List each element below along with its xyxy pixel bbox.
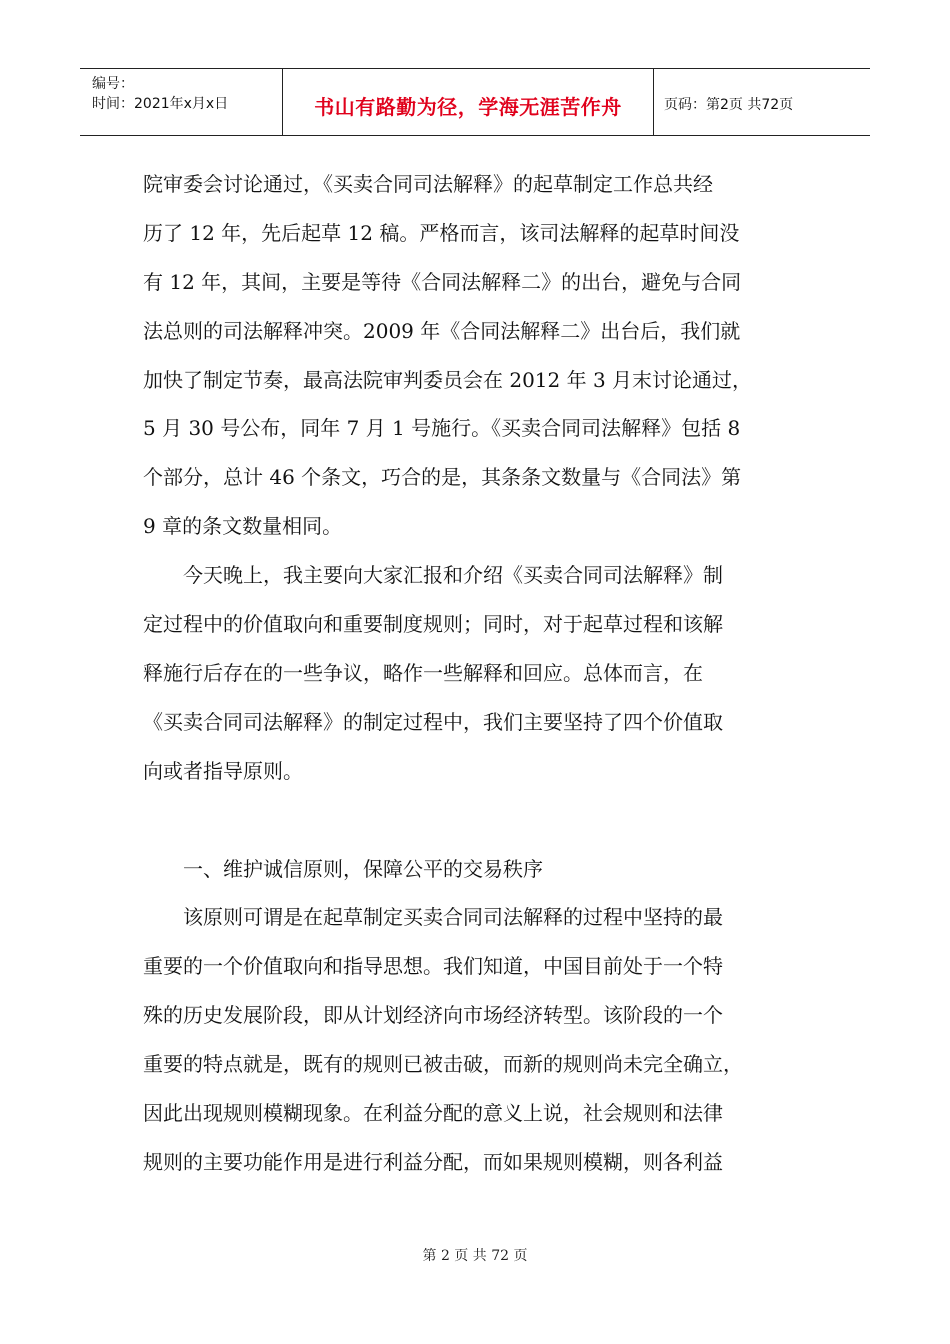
body-line: 法总则的司法解释冲突。2009 年《合同法解释二》出台后，我们就: [143, 318, 741, 343]
body-line: 有 12 年，其间，主要是等待《合同法解释二》的出台，避免与合同: [143, 269, 742, 294]
body-line: 历了 12 年，先后起草 12 稿。严格而言，该司法解释的起草时间没: [143, 220, 740, 245]
body-line: 因此出现规则模糊现象。在利益分配的意义上说，社会规则和法律: [143, 1101, 723, 1126]
body-line: 定过程中的价值取向和重要制度规则；同时，对于起草过程和该解: [143, 612, 723, 637]
paragraph-gap: [143, 796, 803, 845]
body-line: 院审委会讨论通过，《买卖合同司法解释》的起草制定工作总共经: [143, 172, 713, 196]
body-line: 规则的主要功能作用是进行利益分配，而如果规则模糊，则各利益: [143, 1149, 723, 1174]
body-line: 殊的历史发展阶段，即从计划经济向市场经济转型。该阶段的一个: [143, 1003, 723, 1028]
section-heading: 一、维护诚信原则，保障公平的交易秩序: [143, 856, 543, 881]
body-line: 加快了制定节奏，最高法院审判委员会在 2012 年 3 月末讨论通过，: [143, 367, 753, 392]
body-line: 重要的一个价值取向和指导思想。我们知道，中国目前处于一个特: [143, 954, 723, 979]
body-line: 5 月 30 号公布，同年 7 月 1 号施行。《买卖合同司法解释》包括 8: [143, 416, 741, 441]
body-line: 今天晚上，我主要向大家汇报和介绍《买卖合同司法解释》制: [143, 563, 723, 588]
body-line: 该原则可谓是在起草制定买卖合同司法解释的过程中坚持的最: [143, 905, 723, 930]
document-number-label: 编号：: [92, 76, 134, 92]
page-footer: 第 2 页 共 72 页: [422, 1248, 528, 1264]
header-meta: [80, 69, 283, 135]
body-line: 重要的特点就是，既有的规则已被击破，而新的规则尚未完全确立，: [143, 1052, 743, 1077]
body-line: 释施行后存在的一些争议，略作一些解释和回应。总体而言，在: [143, 660, 703, 685]
body-line: 《买卖合同司法解释》的制定过程中，我们主要坚持了四个价值取: [143, 709, 723, 734]
document-body: [143, 160, 803, 1187]
body-line: 向或者指导原则。: [143, 758, 303, 783]
body-line: 个部分，总计 46 个条文，巧合的是，其条条文数量与《合同法》第: [143, 465, 742, 490]
header-motto: 书山有路勤为径，学海无涯苦作舟: [283, 69, 654, 135]
header-page-info: 页码：第2页 共72页: [664, 97, 794, 113]
document-time-label: 时间：2021年x月x日: [92, 96, 229, 112]
body-line: 9 章的条文数量相同。: [143, 514, 343, 539]
page-header: [80, 68, 870, 136]
